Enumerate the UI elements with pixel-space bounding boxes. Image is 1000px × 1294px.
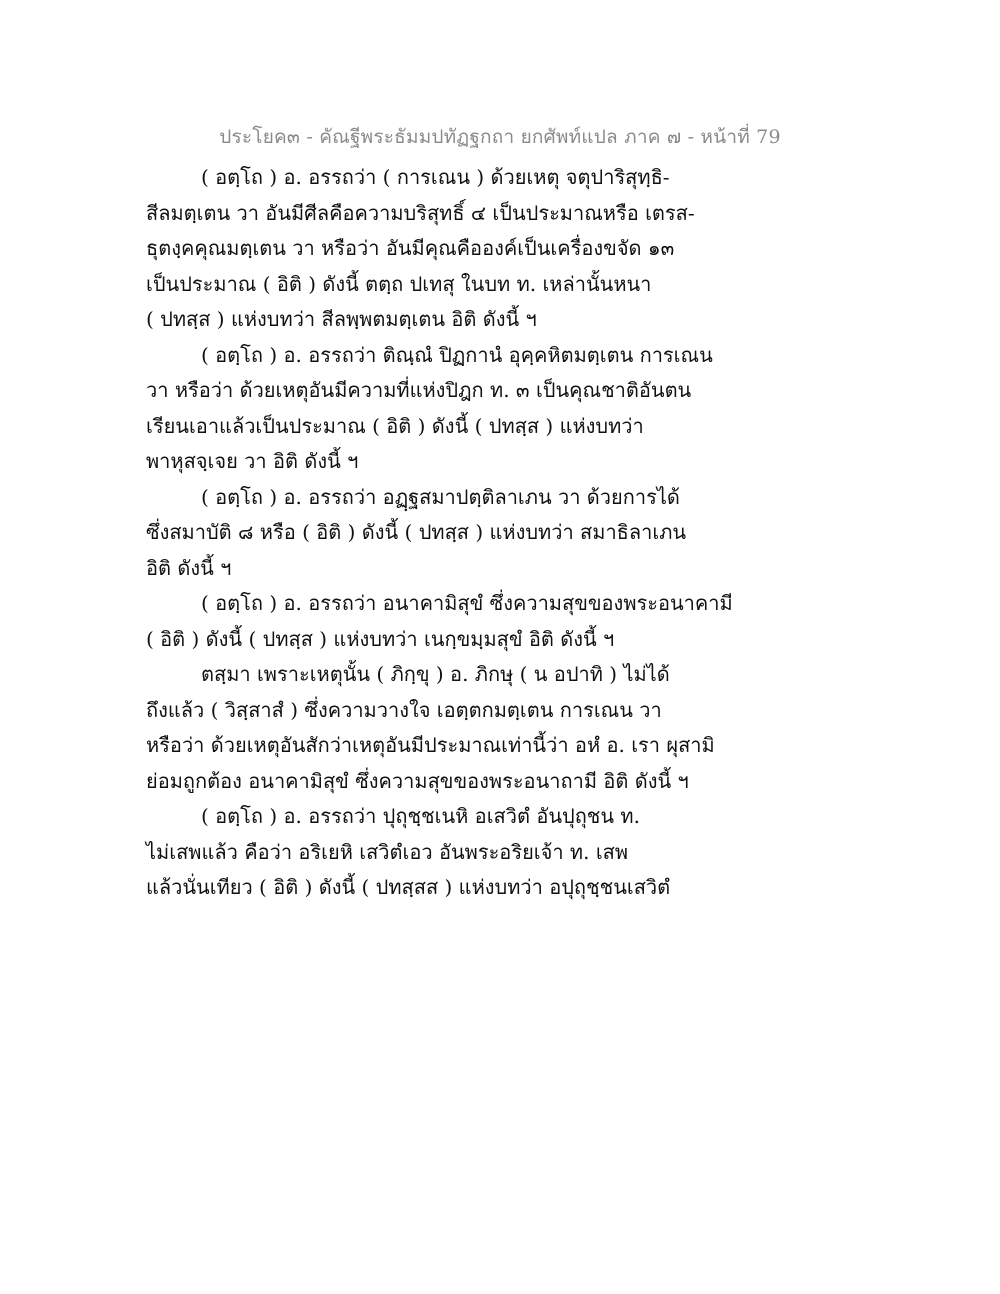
text-line: ( อตฺโถ ) อ. อรรถว่า อนาคามิสุขํ ซึ่งความสุขของพระอนาคามี (201, 591, 733, 615)
body-text (146, 160, 766, 906)
text-line: อิติ ดังนี้ ฯ (146, 555, 232, 580)
text-line: ( ปทสฺส ) แห่งบทว่า สีลพฺพตมตฺเตน อิติ ดังนี้ ฯ (146, 307, 537, 331)
text-line: ( อตฺโถ ) อ. อรรถว่า ติณฺณํ ปิฏกานํ อุคฺคหิตมตฺเตน การเณน (201, 342, 713, 367)
text-line: ( อตฺโถ ) อ. อรรถว่า ปุถุชฺชเนหิ อเสวิตํ อันปุถุชน ท. (201, 804, 640, 828)
text-line: ธุตงฺคคุณมตฺเตน วา หรือว่า อันมีคุณคือองค์เป็นเครื่องขจัด ๑๓ (146, 236, 675, 260)
text-line: ตสฺมา เพราะเหตุนั้น ( ภิกฺขุ ) อ. ภิกษุ ( น อปาทิ ) ไม่ได้ (201, 662, 670, 686)
text-line: ( อิติ ) ดังนี้ ( ปทสฺส ) แห่งบทว่า เนกฺขมฺมสุขํ อิติ ดังนี้ ฯ (146, 626, 615, 651)
text-line: เป็นประมาณ ( อิติ ) ดังนี้ ตตฺถ ปเทสุ ในบท ท. เหล่านั้นหนา (146, 271, 652, 296)
text-line: ( อตฺโถ ) อ. อรรถว่า อฏฺฐสมาปตฺติลาเภน วา ด้วยการได้ (201, 484, 680, 509)
text-line: ย่อมถูกต้อง อนาคามิสุขํ ซึ่งความสุขของพระอนาถามี อิติ ดังนี้ ฯ (146, 768, 689, 793)
text-line: ( อตฺโถ ) อ. อรรถว่า ( การเณน ) ด้วยเหตุ จตุปาริสุทฺธิ- (201, 165, 670, 189)
text-line: ถึงแล้ว ( วิสฺสาสํ ) ซึ่งความวางใจ เอตฺตกมตฺเตน การเณน วา (146, 697, 662, 722)
text-line: เรียนเอาแล้วเป็นประมาณ ( อิติ ) ดังนี้ ( ปทสฺส ) แห่งบทว่า (146, 413, 644, 438)
text-line: หรือว่า ด้วยเหตุอันสักว่าเหตุอันมีประมาณเท่านี้ว่า อหํ อ. เรา ผุสามิ (146, 733, 715, 757)
text-line: สีลมตฺเตน วา อันมีศีลคือความบริสุทธิ์ ๔ เป็นประมาณหรือ เตรส- (146, 200, 695, 225)
page-header: ประโยค๓ - คัณฐีพระธัมมปทัฏฐกถา ยกศัพท์แปล ภาค ๗ - หน้าที่ 79 (219, 126, 781, 148)
text-line: ซึ่งสมาบัติ ๘ หรือ ( อิติ ) ดังนี้ ( ปทสฺส ) แห่งบทว่า สมาธิลาเภน (146, 520, 687, 544)
text-line: วา หรือว่า ด้วยเหตุอันมีความที่แห่งปิฎก ท. ๓ เป็นคุณชาติอันตน (146, 378, 692, 402)
text-line: แล้วนั่นเทียว ( อิติ ) ดังนี้ ( ปทสฺสส ) แห่งบทว่า อปุถุชฺชนเสวิตํ (146, 875, 671, 899)
text-line: ไม่เสพแล้ว คือว่า อริเยหิ เสวิตํเอว อันพระอริยเจ้า ท. เสพ (146, 839, 629, 864)
text-line: พาหุสจฺเจย วา อิติ ดังนี้ ฯ (146, 449, 359, 473)
